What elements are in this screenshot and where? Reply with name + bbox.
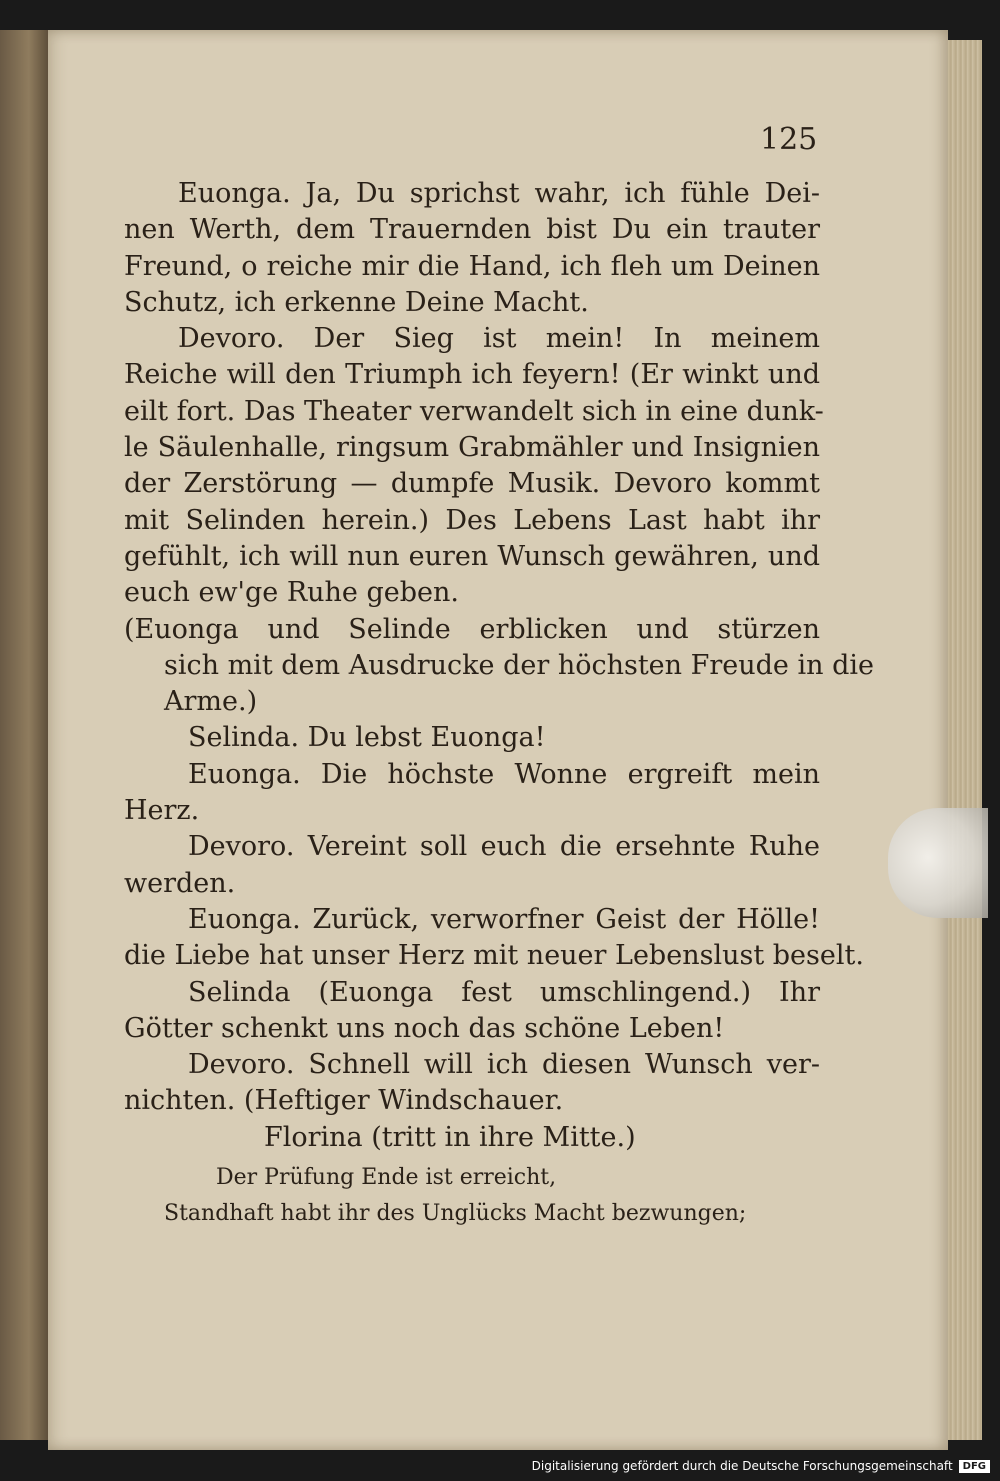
text-line: Euonga. Die höchste Wonne ergreift mein bbox=[188, 758, 820, 790]
page-text bbox=[124, 176, 874, 1233]
text-line: Euonga. Ja, Du sprichst wahr, ich fühle Dei- bbox=[178, 178, 820, 209]
text-line: euch ew'ge Ruhe geben. bbox=[124, 577, 459, 609]
text-line: Selinda. Du lebst Euonga! bbox=[188, 722, 546, 754]
text-line: werden. bbox=[124, 867, 236, 899]
thumb-shadow bbox=[888, 808, 988, 918]
text-line: Herz. bbox=[124, 795, 200, 827]
text-line: Devoro. Vereint soll euch die ersehnte Ruhe bbox=[188, 831, 820, 863]
text-line: sich mit dem Ausdrucke der höchsten Freude in die bbox=[164, 649, 874, 681]
text-line: Euonga. Zurück, verworfner Geist der Hölle! bbox=[188, 903, 820, 935]
text-line: Freund, o reiche mir die Hand, ich fleh um Deinen bbox=[124, 250, 820, 282]
text-line: gefühlt, ich will nun euren Wunsch gewähren, und bbox=[124, 540, 820, 572]
page-number: 125 bbox=[760, 122, 818, 157]
text-line: Devoro. Schnell will ich diesen Wunsch ver- bbox=[188, 1049, 820, 1081]
text-line: Standhaft habt ihr des Unglücks Macht bezwungen; bbox=[164, 1201, 747, 1227]
text-line: (Euonga und Selinde erblicken und stürzen bbox=[124, 613, 820, 645]
dfg-logo: DFG bbox=[959, 1460, 990, 1473]
text-line: nichten. (Heftiger Windschauer. bbox=[124, 1085, 564, 1117]
text-line: Devoro. Der Sieg ist mein! In meinem bbox=[178, 323, 820, 355]
text-line: Schutz, ich erkenne Deine Macht. bbox=[124, 286, 589, 318]
text-line: die Liebe hat unser Herz mit neuer Lebenslust beselt. bbox=[124, 940, 864, 972]
text-line: eilt fort. Das Theater verwandelt sich in eine dunk- bbox=[124, 395, 824, 427]
text-line: Reiche will den Triumph ich feyern! (Er winkt und bbox=[124, 359, 820, 391]
text-line: Der Prüfung Ende ist erreicht, bbox=[216, 1165, 557, 1191]
text-line: mit Selinden herein.) Des Lebens Last habt ihr bbox=[124, 504, 820, 536]
text-line: nen Werth, dem Trauernden bist Du ein trauter bbox=[124, 214, 820, 246]
page-stack-edge bbox=[948, 40, 982, 1440]
text-line: Arme.) bbox=[164, 686, 258, 718]
text-line: Götter schenkt uns noch das schöne Leben! bbox=[124, 1012, 725, 1044]
footer-credit: Digitalisierung gefördert durch die Deutsche Forschungsgemeinschaft bbox=[531, 1459, 953, 1473]
footer bbox=[532, 1455, 990, 1477]
text-line: le Säulenhalle, ringsum Grabmähler und Insignien bbox=[124, 432, 820, 464]
text-line: der Zerstörung — dumpfe Musik. Devoro kommt bbox=[124, 468, 820, 500]
text-line: Florina (tritt in ihre Mitte.) bbox=[264, 1121, 636, 1153]
left-page-edge bbox=[0, 30, 48, 1440]
text-line: Selinda (Euonga fest umschlingend.) Ihr bbox=[188, 976, 820, 1008]
